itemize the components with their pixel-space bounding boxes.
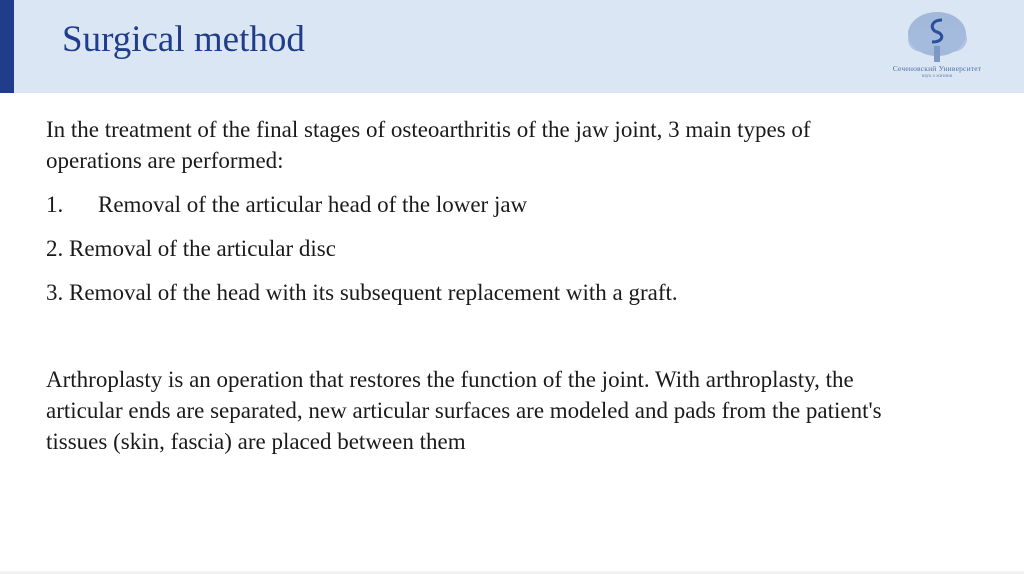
slide-body [46, 114, 896, 470]
list-text: Removal of the articular head of the lower jaw [98, 192, 528, 217]
accent-stripe [0, 0, 14, 93]
slide-title: Surgical method [62, 19, 305, 60]
list-item [46, 189, 896, 220]
list-item [46, 233, 896, 264]
list-text: 3. Removal of the head with its subsequent replacement with a graft. [46, 280, 678, 305]
logo-tagline: наук о жизнии [921, 74, 953, 79]
spacer [46, 321, 896, 364]
list-item [46, 277, 896, 308]
intro-paragraph: In the treatment of the final stages of osteoarthritis of the jaw joint, 3 main types of operations are performed: [46, 117, 811, 173]
logo-university-name: Сеченовский Университет [892, 64, 982, 73]
arthroplasty-paragraph: Arthroplasty is an operation that restores the function of the joint. With arthroplasty, the articular ends are separated, new articular surfaces are modeled and pads from the patient's tissues (skin, fascia) are placed between them [46, 367, 882, 454]
list-text: 2. Removal of the articular disc [46, 236, 336, 261]
university-logo [872, 8, 1002, 84]
list-number: 1. [46, 192, 64, 217]
tree-logo-icon [872, 8, 1002, 64]
